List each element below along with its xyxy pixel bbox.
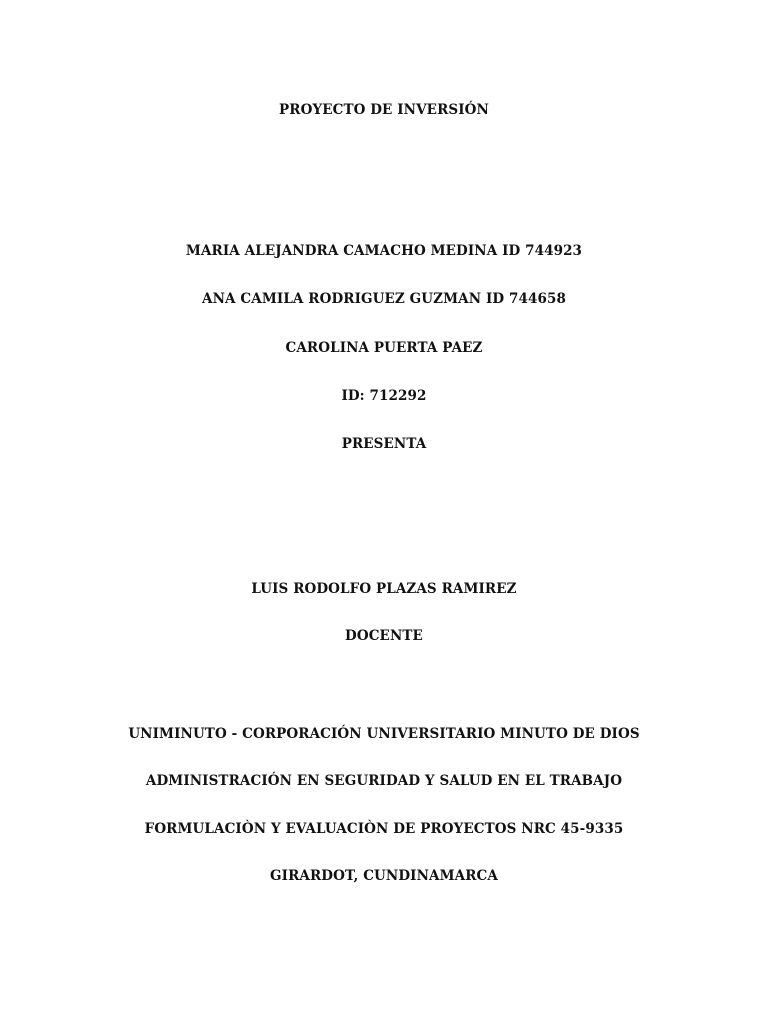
presenta-label: PRESENTA	[341, 436, 427, 452]
teacher-role: DOCENTE	[345, 628, 423, 644]
course-name: FORMULACIÒN Y EVALUACIÒN DE PROYECTOS NRC 45-9335	[144, 821, 624, 837]
document-title: PROYECTO DE INVERSIÓN	[279, 102, 489, 118]
program-name: ADMINISTRACIÓN EN SEGURIDAD Y SALUD EN EL TRABAJO	[145, 773, 623, 789]
university-name: UNIMINUTO - CORPORACIÓN UNIVERSITARIO MINUTO DE DIOS	[128, 726, 640, 742]
author-line-3: CAROLINA PUERTA PAEZ	[285, 340, 483, 356]
author-line-2: ANA CAMILA RODRIGUEZ GUZMAN ID 744658	[202, 291, 566, 307]
author-line-1: MARIA ALEJANDRA CAMACHO MEDINA ID 744923	[185, 243, 583, 259]
teacher-name: LUIS RODOLFO PLAZAS RAMIREZ	[251, 581, 517, 597]
author-id-line: ID: 712292	[341, 388, 427, 404]
location-line: GIRARDOT, CUNDINAMARCA	[270, 868, 498, 884]
